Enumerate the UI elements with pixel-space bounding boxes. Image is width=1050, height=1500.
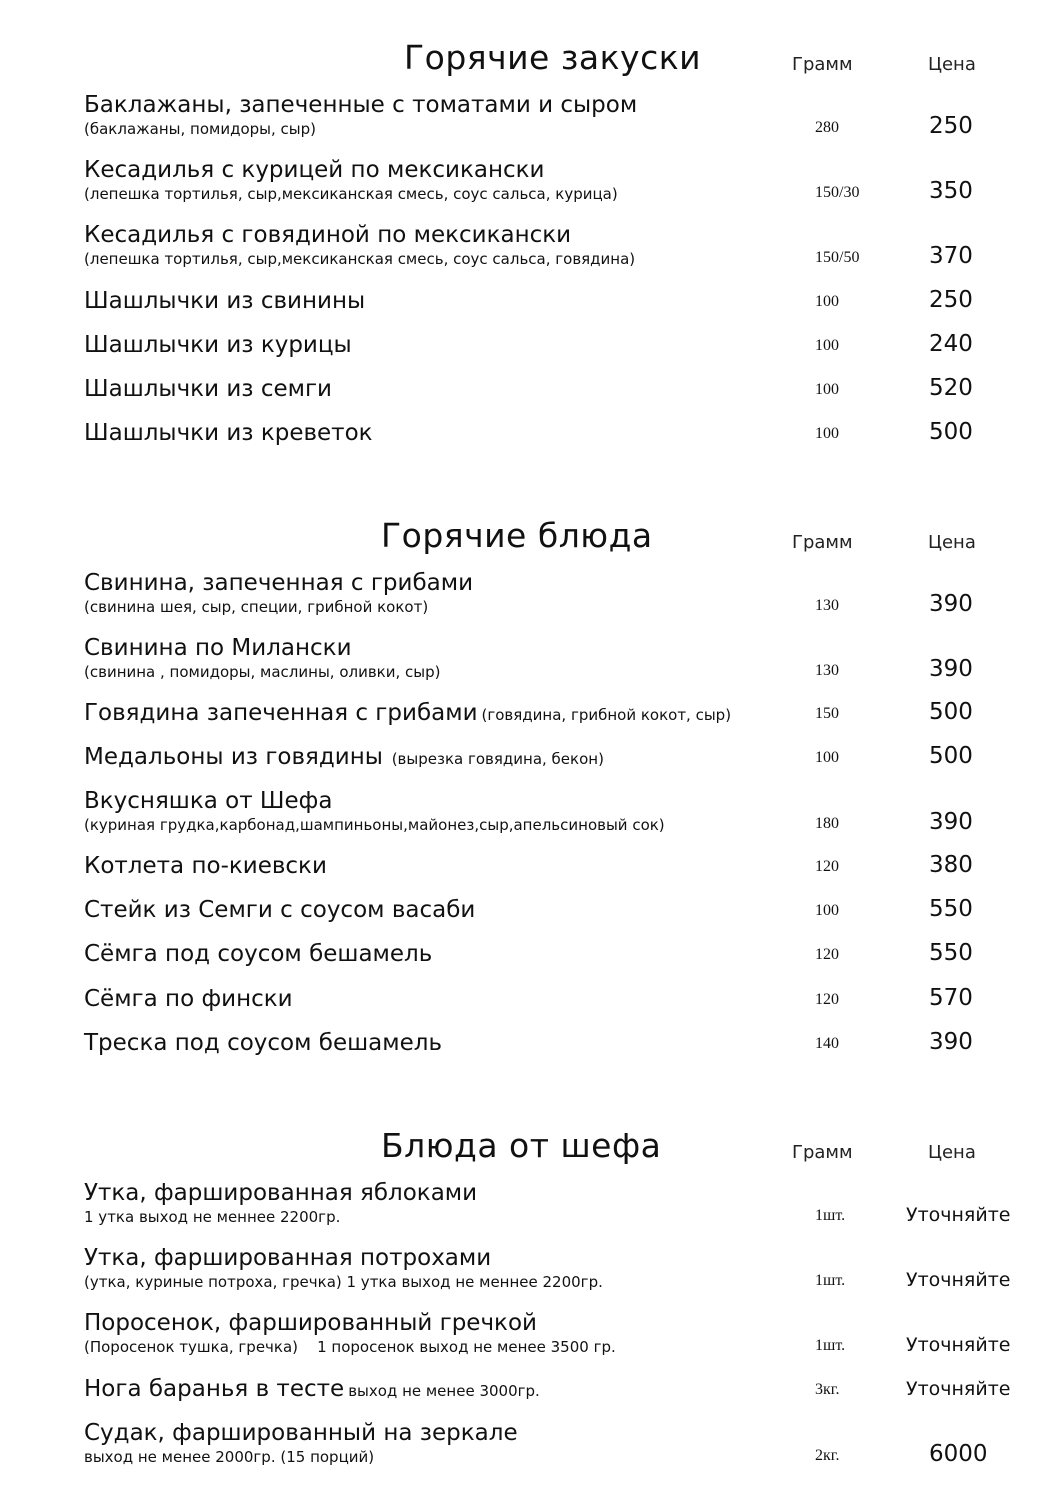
item-name: Поросенок, фаршированный гречкой bbox=[84, 1310, 537, 1336]
item-name bbox=[84, 700, 731, 726]
item-weight: 120 bbox=[815, 946, 839, 963]
item-weight: 1шт. bbox=[815, 1337, 846, 1354]
item-price: Уточняйте bbox=[906, 1334, 1011, 1356]
item-name: Свинина по Милански bbox=[84, 635, 352, 661]
item-price: 550 bbox=[929, 940, 973, 966]
price-column-header: Цена bbox=[928, 54, 976, 75]
price-column-header: Цена bbox=[928, 532, 976, 553]
grams-column-header: Грамм bbox=[792, 1142, 853, 1163]
grams-column-header: Грамм bbox=[792, 54, 853, 75]
price-column-header: Цена bbox=[928, 1142, 976, 1163]
item-name-text: Нога баранья в тесте bbox=[84, 1376, 345, 1402]
item-price: 520 bbox=[929, 375, 973, 401]
item-description: (лепешка тортилья, сыр,мексиканская смесь, соус сальса, говядина) bbox=[84, 250, 636, 268]
item-name: Вкусняшка от Шефа bbox=[84, 788, 333, 814]
item-description: (свинина , помидоры, маслины, оливки, сыр) bbox=[84, 663, 441, 681]
item-description: (говядина, грибной кокот, сыр) bbox=[481, 706, 732, 724]
item-description: выход не менее 3000гр. bbox=[348, 1382, 540, 1400]
item-description: (Поросенок тушка, гречка) 1 поросенок выход не менее 3500 гр. bbox=[84, 1338, 616, 1356]
item-weight: 100 bbox=[815, 293, 839, 310]
item-name bbox=[84, 1376, 540, 1402]
item-weight: 150 bbox=[815, 705, 839, 722]
item-price: 500 bbox=[929, 699, 973, 725]
item-weight: 120 bbox=[815, 858, 839, 875]
item-description: (вырезка говядина, бекон) bbox=[386, 750, 604, 768]
item-weight: 180 bbox=[815, 815, 839, 832]
item-price: 550 bbox=[929, 896, 973, 922]
item-price: 500 bbox=[929, 419, 973, 445]
item-price: 250 bbox=[929, 113, 973, 139]
item-weight: 130 bbox=[815, 662, 839, 679]
item-price: 570 bbox=[929, 985, 973, 1011]
item-weight: 130 bbox=[815, 597, 839, 614]
item-price: 390 bbox=[929, 591, 973, 617]
item-name: Шашлычки из свинины bbox=[84, 288, 366, 314]
item-weight: 150/50 bbox=[815, 249, 860, 266]
item-name: Баклажаны, запеченные с томатами и сыром bbox=[84, 92, 638, 118]
section-title: Горячие закуски bbox=[404, 38, 702, 77]
item-weight: 100 bbox=[815, 749, 839, 766]
item-name: Кесадилья с курицей по мексикански bbox=[84, 157, 545, 183]
item-weight: 140 bbox=[815, 1035, 839, 1052]
item-description: (свинина шея, сыр, специи, грибной кокот) bbox=[84, 598, 429, 616]
item-description: (куриная грудка,карбонад,шампиньоны,майонез,сыр,апельсиновый сок) bbox=[84, 816, 665, 834]
item-weight: 2кг. bbox=[815, 1447, 840, 1464]
item-name: Шашлычки из креветок bbox=[84, 420, 373, 446]
item-description: (баклажаны, помидоры, сыр) bbox=[84, 120, 316, 138]
item-name: Судак, фаршированный на зеркале bbox=[84, 1420, 518, 1446]
item-name: Кесадилья с говядиной по мексикански bbox=[84, 222, 572, 248]
item-name: Стейк из Семги с соусом васаби bbox=[84, 897, 476, 923]
item-price: 370 bbox=[929, 243, 973, 269]
item-price: 240 bbox=[929, 331, 973, 357]
item-name: Свинина, запеченная с грибами bbox=[84, 570, 474, 596]
item-price: 380 bbox=[929, 852, 973, 878]
item-name: Шашлычки из курицы bbox=[84, 332, 352, 358]
item-weight: 100 bbox=[815, 381, 839, 398]
item-price: Уточняйте bbox=[906, 1204, 1011, 1226]
item-name-text: Говядина запеченная с грибами bbox=[84, 700, 478, 726]
item-name-text: Медальоны из говядины bbox=[84, 744, 383, 770]
item-price: 6000 bbox=[929, 1441, 988, 1467]
item-weight: 120 bbox=[815, 991, 839, 1008]
item-weight: 100 bbox=[815, 337, 839, 354]
item-price: 350 bbox=[929, 178, 973, 204]
item-price: 500 bbox=[929, 743, 973, 769]
item-description: выход не менее 2000гр. (15 порций) bbox=[84, 1448, 375, 1466]
item-price: Уточняйте bbox=[906, 1378, 1011, 1400]
item-name: Сёмга по фински bbox=[84, 986, 293, 1012]
item-description: (утка, куриные потроха, гречка) 1 утка выход не меннее 2200гр. bbox=[84, 1273, 603, 1291]
grams-column-header: Грамм bbox=[792, 532, 853, 553]
item-name: Утка, фаршированная яблоками bbox=[84, 1180, 478, 1206]
item-price: 390 bbox=[929, 809, 973, 835]
item-price: 390 bbox=[929, 1029, 973, 1055]
item-weight: 150/30 bbox=[815, 184, 860, 201]
item-weight: 280 bbox=[815, 119, 839, 136]
item-weight: 1шт. bbox=[815, 1272, 846, 1289]
item-name: Сёмга под соусом бешамель bbox=[84, 941, 433, 967]
item-name: Котлета по-киевски bbox=[84, 853, 327, 879]
item-name: Треска под соусом бешамель bbox=[84, 1030, 443, 1056]
item-weight: 100 bbox=[815, 425, 839, 442]
item-name bbox=[84, 744, 604, 770]
item-price: 390 bbox=[929, 656, 973, 682]
item-description: (лепешка тортилья, сыр,мексиканская смесь, соус сальса, курица) bbox=[84, 185, 618, 203]
item-name: Шашлычки из семги bbox=[84, 376, 333, 402]
item-weight: 1шт. bbox=[815, 1207, 846, 1224]
item-price: 250 bbox=[929, 287, 973, 313]
item-weight: 3кг. bbox=[815, 1381, 840, 1398]
item-name: Утка, фаршированная потрохами bbox=[84, 1245, 492, 1271]
item-description: 1 утка выход не меннее 2200гр. bbox=[84, 1208, 341, 1226]
section-title: Горячие блюда bbox=[381, 516, 653, 555]
section-title: Блюда от шефа bbox=[381, 1126, 662, 1165]
item-weight: 100 bbox=[815, 902, 839, 919]
item-price: Уточняйте bbox=[906, 1269, 1011, 1291]
